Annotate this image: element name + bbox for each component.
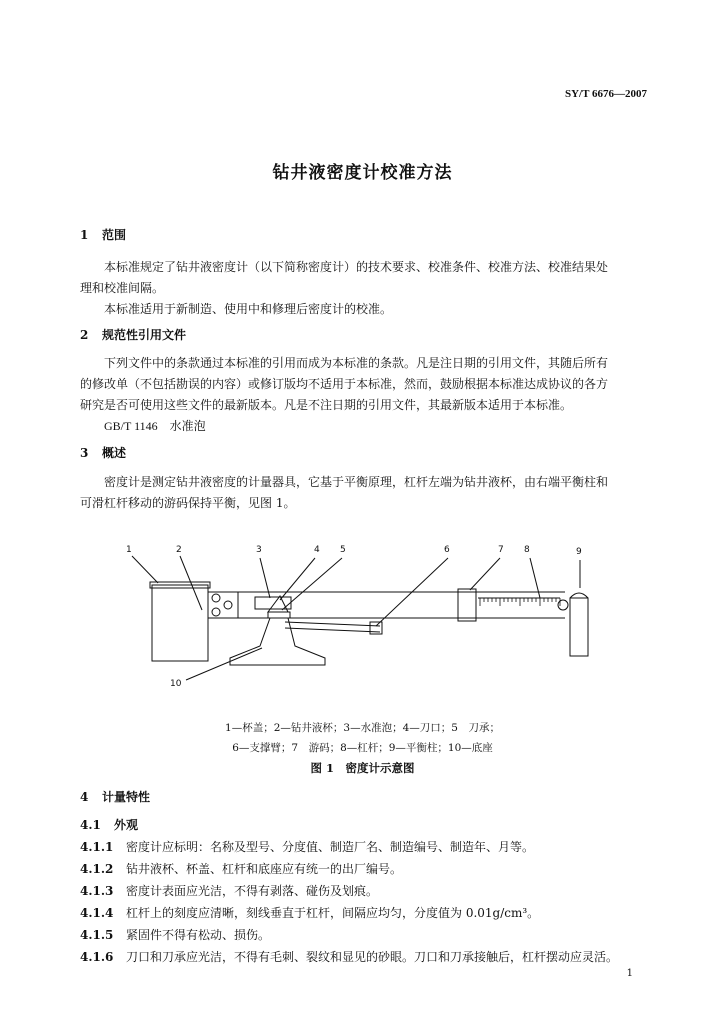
subsection-number: 4.1 bbox=[80, 818, 101, 832]
list-item bbox=[80, 926, 680, 948]
knife-bearing bbox=[268, 612, 290, 618]
figure-label-3: 3 bbox=[256, 545, 262, 555]
figure-label-6: 6 bbox=[444, 545, 450, 555]
balance-column-cap bbox=[570, 593, 588, 598]
section-title: 规范性引用文件 bbox=[102, 328, 187, 342]
appearance-items bbox=[80, 838, 680, 970]
paragraph-line: 下列文件中的条款通过本标准的引用而成为本标准的条款。凡是注日期的引用文件，其随后所有 bbox=[104, 356, 609, 370]
list-item bbox=[80, 948, 680, 970]
rivet bbox=[212, 594, 220, 602]
figure-label-8: 8 bbox=[524, 545, 530, 555]
density-meter-diagram bbox=[120, 540, 610, 700]
rider bbox=[458, 589, 476, 621]
item-text: 密度计表面应光洁，不得有剥落、碰伤及划痕。 bbox=[126, 884, 379, 898]
item-number: 4.1.4 bbox=[80, 906, 114, 920]
section-title: 范围 bbox=[102, 228, 127, 242]
item-number: 4.1.6 bbox=[80, 950, 114, 964]
standard-code: SY/T 6676—2007 bbox=[564, 88, 647, 100]
list-item bbox=[80, 860, 680, 882]
item-text: 密度计应标明：名称及型号、分度值、制造厂名、制造编号、制造年、月等。 bbox=[126, 840, 535, 854]
item-text: 紧固件不得有松动、损伤。 bbox=[126, 928, 271, 942]
figure-legend-line-1: 1—杯盖；2—钻井液杯；3—水准泡；4—刀口；5 刀承； bbox=[225, 722, 500, 734]
section-3-body bbox=[80, 472, 650, 514]
item-text: 钻井液杯、杯盖、杠杆和底座应有统一的出厂编号。 bbox=[126, 862, 403, 876]
subsection-title: 外观 bbox=[114, 818, 139, 832]
figure-label-4: 4 bbox=[314, 545, 320, 555]
item-text: 杠杆上的刻度应清晰，刻线垂直于杠杆，间隔应均匀，分度值为 0.01g/cm³。 bbox=[126, 906, 540, 920]
mud-cup bbox=[152, 585, 208, 661]
item-number: 4.1.3 bbox=[80, 884, 114, 898]
rivet bbox=[212, 608, 220, 616]
section-2-heading bbox=[80, 326, 186, 343]
item-number: 4.1.5 bbox=[80, 928, 114, 942]
section-title: 计量特性 bbox=[102, 790, 151, 804]
support-arm bbox=[285, 622, 380, 626]
base bbox=[230, 618, 325, 665]
item-number: 4.1.2 bbox=[80, 862, 114, 876]
figure-label-7: 7 bbox=[498, 545, 504, 555]
section-title: 概述 bbox=[102, 446, 127, 460]
section-1-body bbox=[80, 257, 650, 320]
item-text: 刀口和刀承应光洁，不得有毛刺、裂纹和显见的砂眼。刀口和刀承接触后，杠杆摆动应灵活。 bbox=[126, 950, 619, 964]
subsection-4-1-heading bbox=[80, 816, 138, 833]
paragraph-line: 的修改单（不包括勘误的内容）或修订版均不适用于本标准，然而，鼓励根据本标准达成协议的各方 bbox=[80, 377, 609, 391]
paragraph: 本标准适用于新制造、使用中和修理后密度计的校准。 bbox=[104, 302, 393, 316]
figure-label-10: 10 bbox=[170, 679, 182, 689]
figure-title: 图 1 密度计示意图 bbox=[310, 761, 415, 775]
paragraph-line: 研究是否可使用这些文件的最新版本。凡是不注日期的引用文件，其最新版本适用于本标准。 bbox=[80, 398, 573, 412]
section-1-heading bbox=[80, 226, 126, 243]
item-number: 4.1.1 bbox=[80, 840, 114, 854]
paragraph-line: 可滑杠杆移动的游码保持平衡，见图 1。 bbox=[80, 496, 296, 510]
list-item bbox=[80, 904, 680, 926]
page-number: 1 bbox=[626, 968, 633, 979]
reference-item: GB/T 1146 水准泡 bbox=[104, 419, 206, 433]
paragraph-line: 本标准规定了钻井液密度计（以下简称密度计）的技术要求、校准条件、校准方法、校准结果处 bbox=[104, 260, 609, 274]
knife-edge bbox=[268, 596, 288, 612]
rivet bbox=[224, 601, 232, 609]
section-2-body bbox=[80, 353, 650, 437]
document-title: 钻井液密度计校准方法 bbox=[272, 163, 453, 183]
figure-label-9: 9 bbox=[576, 547, 582, 557]
section-number: 3 bbox=[80, 446, 89, 460]
figure-label-2: 2 bbox=[176, 545, 182, 555]
rivet bbox=[558, 600, 568, 610]
figure-legend-line-2: 6—支撑臂；7 游码；8—杠杆；9—平衡柱；10—底座 bbox=[232, 742, 493, 754]
section-4-heading bbox=[80, 788, 150, 805]
figure-label-5: 5 bbox=[340, 545, 346, 555]
list-item bbox=[80, 882, 680, 904]
list-item bbox=[80, 838, 680, 860]
support-arm bbox=[285, 628, 380, 632]
figure-label-1: 1 bbox=[126, 545, 132, 555]
section-number: 2 bbox=[80, 328, 89, 342]
section-number: 1 bbox=[80, 228, 89, 242]
balance-column bbox=[570, 598, 588, 656]
paragraph-line: 理和校准间隔。 bbox=[80, 281, 165, 295]
section-3-heading bbox=[80, 444, 126, 461]
paragraph-line: 密度计是测定钻井液密度的计量器具，它基于平衡原理，杠杆左端为钻井液杯，由右端平衡柱和 bbox=[104, 475, 609, 489]
section-number: 4 bbox=[80, 790, 89, 804]
